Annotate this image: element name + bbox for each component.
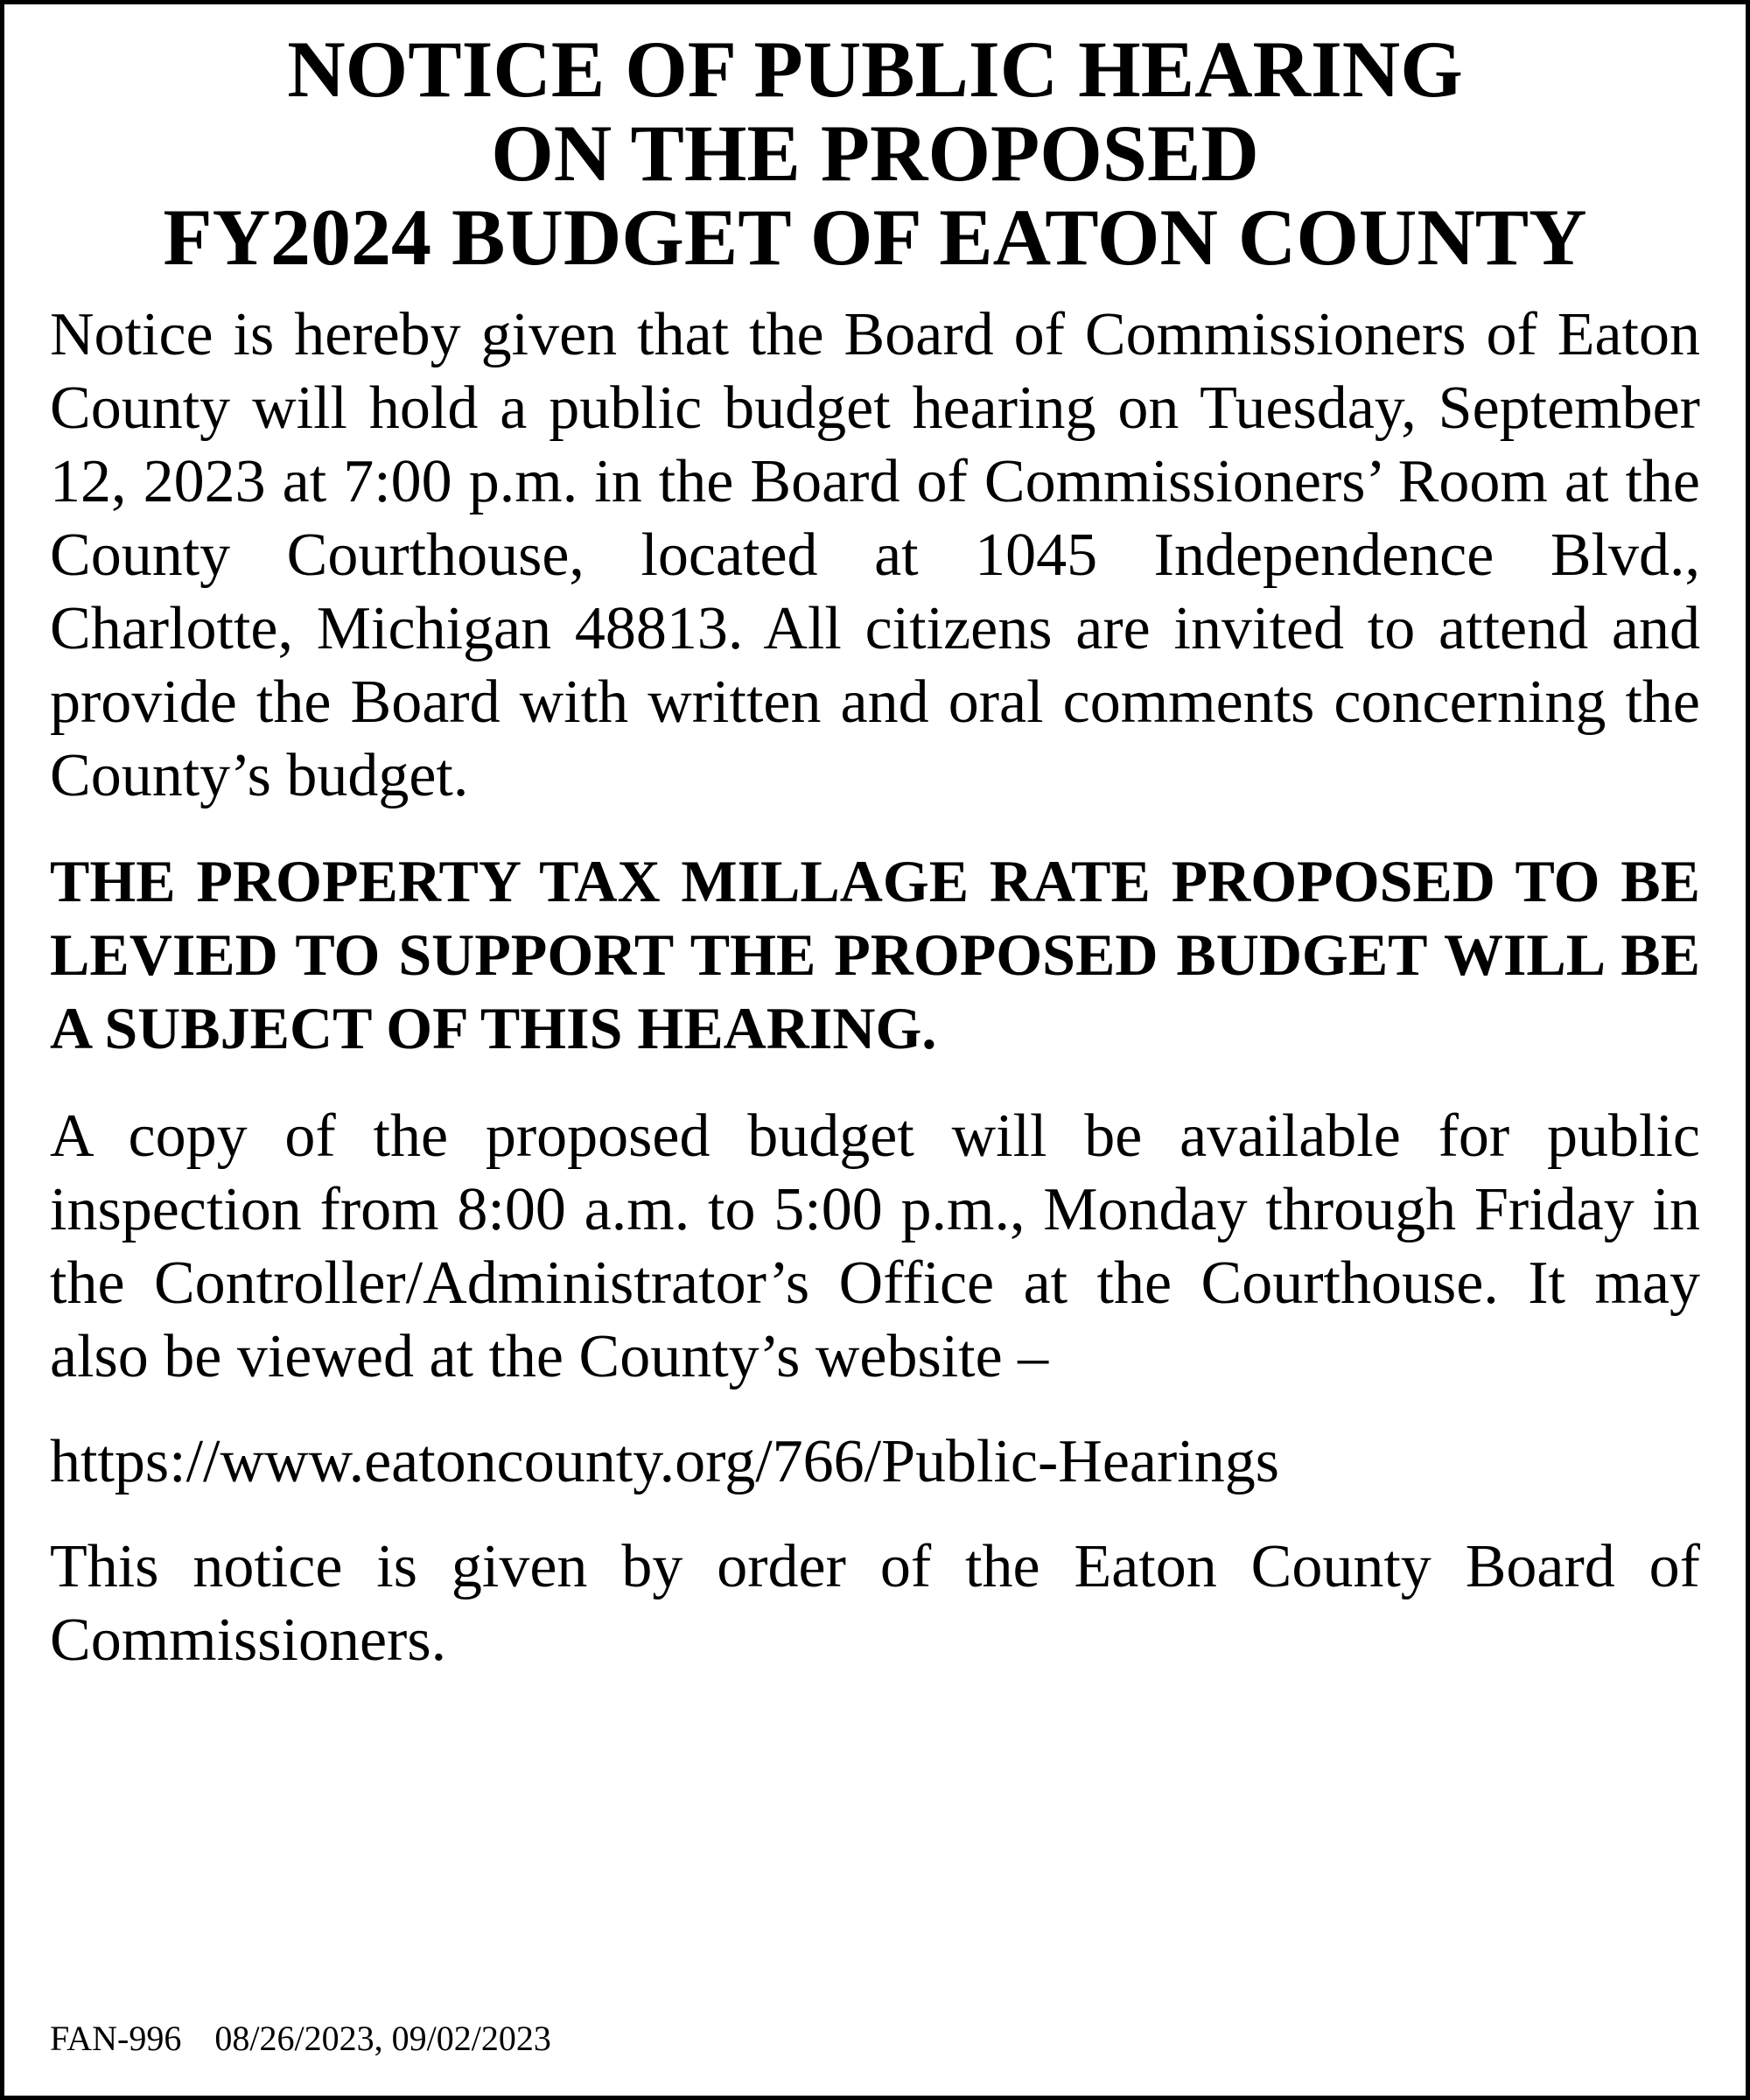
title-line-3: FY2024 BUDGET OF EATON COUNTY [163, 192, 1587, 282]
order-statement-paragraph: This notice is given by order of the Eaton County Board of Commissioners. [50, 1533, 1700, 1674]
budget-availability-paragraph: A copy of the proposed budget will be available for public inspection from 8:00 a.m. to 5:00 p.m., Monday through Friday in the Controller/Administrator’s Office at the Courthouse. It may also be viewed at the County’s website – [50, 1102, 1700, 1390]
notice-title [50, 24, 1700, 282]
publication-footer [50, 2019, 551, 2059]
publication-dates: 08/26/2023, 09/02/2023 [214, 2019, 551, 2058]
title-line-2: ON THE PROPOSED [491, 108, 1259, 198]
hearing-announcement-paragraph: Notice is hereby given that the Board of Commissioners of Eaton County will hold a public budget hearing on Tuesday, September 12, 2023 at 7:00 p.m. in the Board of Commissioners’ Room at the County Courthouse, located at 1045 Independence Blvd., Charlotte, Michigan 48813. All citizens are invited to attend and provide the Board with written and oral comments concerning the County’s budget. [50, 301, 1700, 809]
county-website-url[interactable]: https://www.eatoncounty.org/766/Public-Hearings [50, 1428, 1279, 1495]
millage-rate-statement: THE PROPERTY TAX MILLAGE RATE PROPOSED TO BE LEVIED TO SUPPORT THE PROPOSED BUDGET WILL BE A SUBJECT OF THIS HEARING. [50, 848, 1700, 1061]
title-line-1: NOTICE OF PUBLIC HEARING [287, 24, 1463, 114]
ad-code: FAN-996 [50, 2019, 182, 2058]
